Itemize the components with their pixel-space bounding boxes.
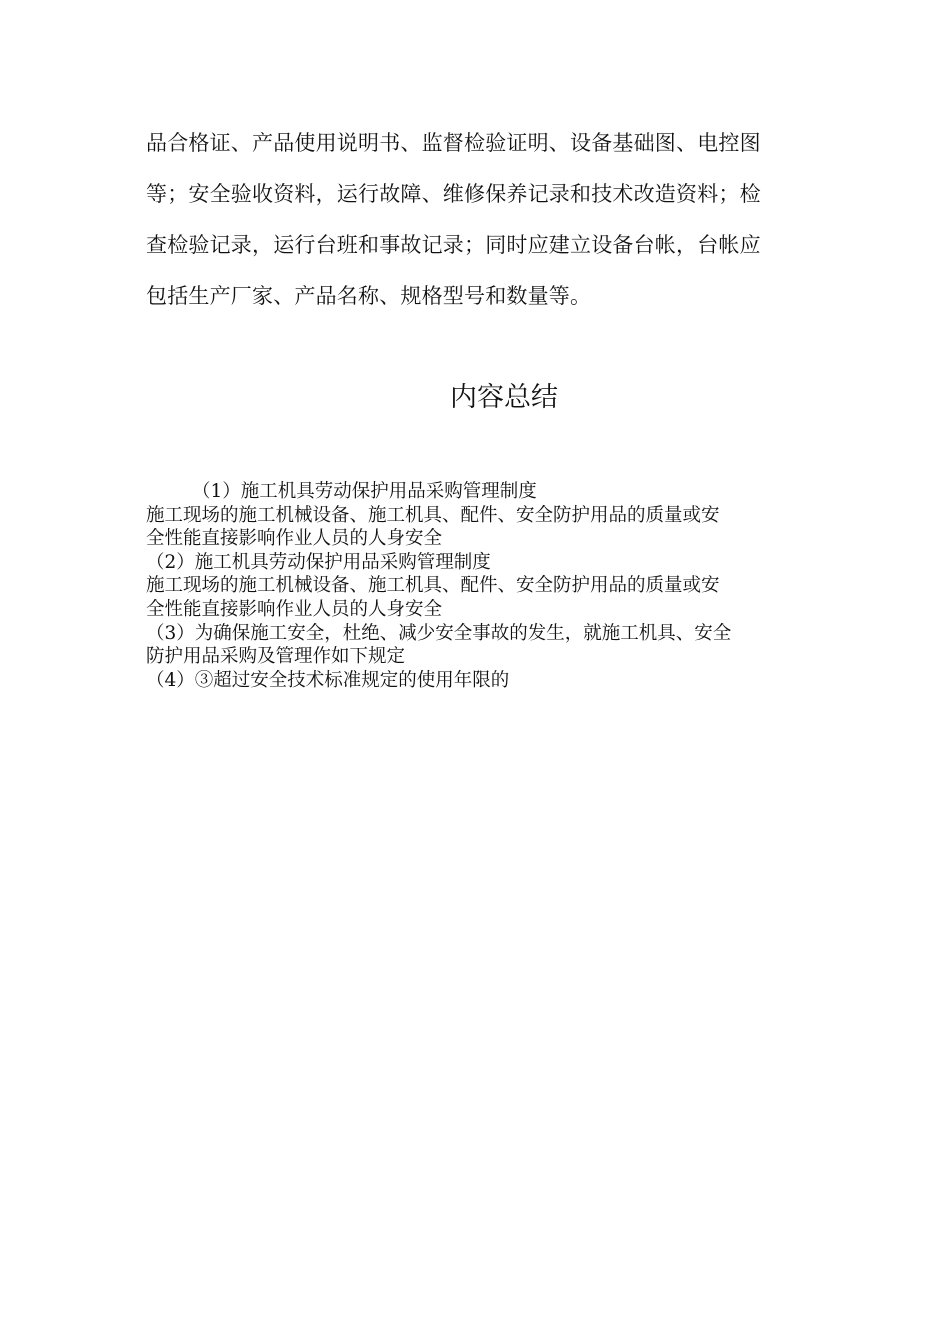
summary-line: （1）施工机具劳动保护用品采购管理制度: [192, 481, 537, 502]
summary-line: 全性能直接影响作业人员的人身安全: [146, 598, 443, 620]
summary-line: （3）为确保施工安全，杜绝、减少安全事故的发生，就施工机具、安全: [146, 622, 732, 644]
body-line: 等；安全验收资料，运行故障、维修保养记录和技术改造资料；检: [146, 182, 761, 206]
summary-section: [146, 480, 826, 692]
summary-line: 全性能直接影响作业人员的人身安全: [146, 528, 443, 550]
summary-line: 施工现场的施工机械设备、施工机具、配件、安全防护用品的质量或安: [146, 504, 720, 526]
summary-title: 内容总结: [450, 382, 558, 413]
summary-line: 施工现场的施工机械设备、施工机具、配件、安全防护用品的质量或安: [146, 575, 720, 597]
summary-line: 防护用品采购及管理作如下规定: [146, 646, 406, 668]
summary-line: （4）③超过安全技术标准规定的使用年限的: [146, 669, 510, 691]
body-line: 品合格证、产品使用说明书、监督检验证明、设备基础图、电控图: [146, 131, 761, 155]
body-line: 包括生产厂家、产品名称、规格型号和数量等。: [146, 284, 592, 308]
body-paragraph: [146, 118, 806, 322]
body-line: 查检验记录，运行台班和事故记录；同时应建立设备台帐，台帐应: [146, 233, 761, 257]
summary-line: （2）施工机具劳动保护用品采购管理制度: [146, 551, 491, 573]
